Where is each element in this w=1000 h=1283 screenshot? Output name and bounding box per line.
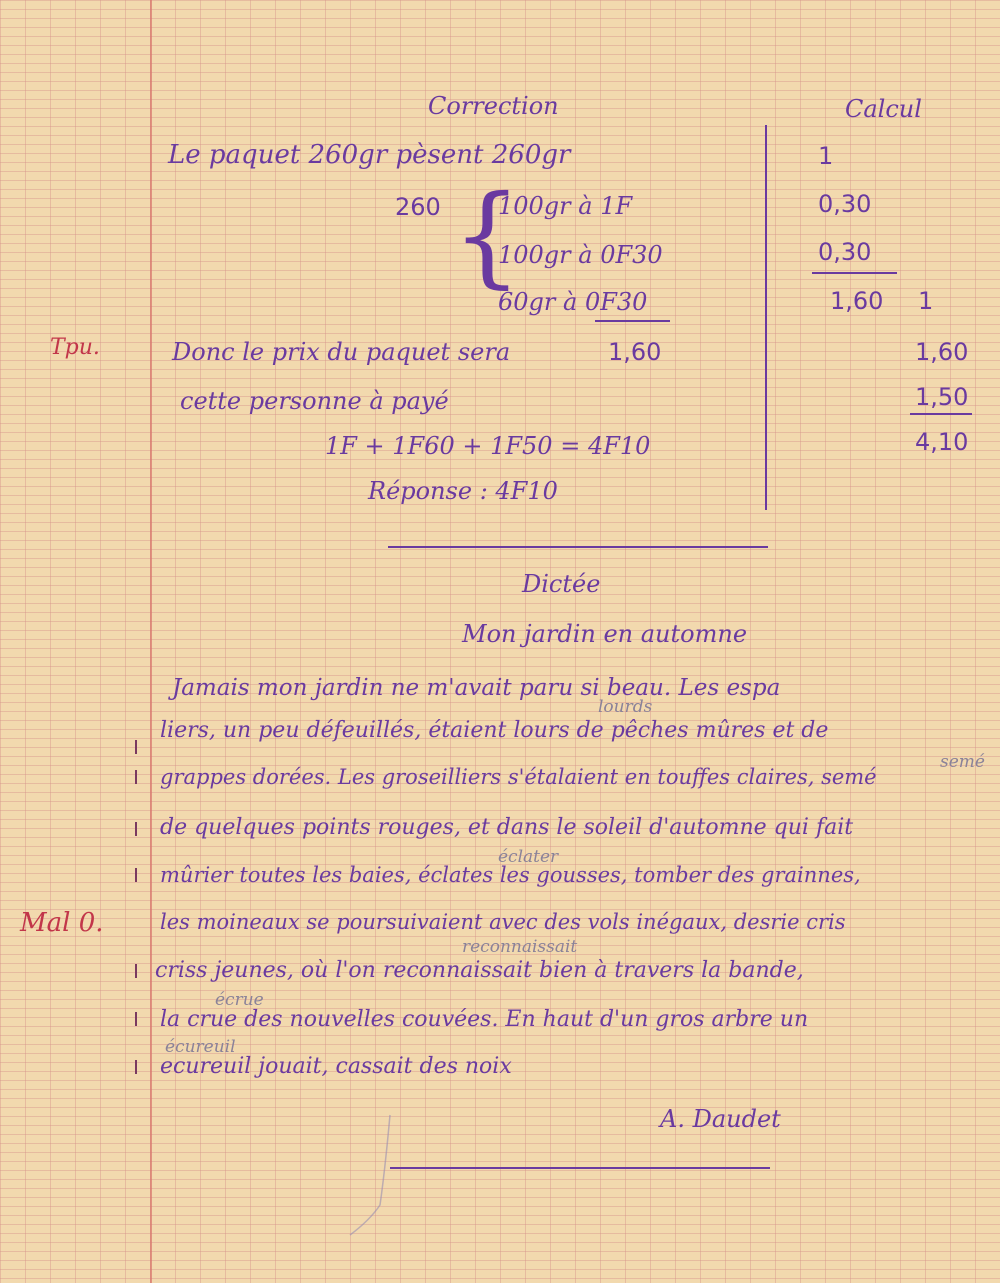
- error-tick: [135, 868, 137, 882]
- margin-line: [150, 0, 152, 1283]
- error-tick: [135, 740, 137, 754]
- brace-symbol: {: [452, 171, 522, 299]
- dictee-line-7: criss jeunes, où l'on reconnaissait bien à travers la bande,: [155, 958, 804, 983]
- paid-line: cette personne à payé: [180, 387, 449, 415]
- dictee-line-8: la crue des nouvelles couvées. En haut d'un gros arbre un: [160, 1007, 809, 1032]
- correction-eclater: éclater: [498, 847, 559, 867]
- correction-reconnaissait: reconnaissait: [462, 937, 578, 957]
- correction-title: Correction: [428, 92, 559, 120]
- author-signature: A. Daudet: [660, 1105, 781, 1133]
- calcul-col1-1: 1: [818, 142, 834, 170]
- calcul-col2-1: 1: [918, 287, 934, 315]
- brace-item-2: 100gr à 0F30: [498, 241, 663, 269]
- calcul-title: Calcul: [845, 95, 922, 123]
- calcul-col1-2: 0,30: [818, 190, 872, 218]
- brace-total: 260: [395, 193, 441, 221]
- calcul-col2-4: 4,10: [915, 428, 969, 456]
- sum-underline: [595, 320, 670, 322]
- dictee-line-9: ecureuil jouait, cassait des noix: [160, 1054, 512, 1079]
- total-value: 1,60: [608, 338, 662, 366]
- pencil-stroke: [330, 1110, 410, 1240]
- error-tick: [135, 964, 137, 978]
- equation-line: 1F + 1F60 + 1F50 = 4F10: [325, 432, 651, 460]
- calcul-col1-3: 0,30: [818, 238, 872, 266]
- brace-item-3: 60gr à 0F30: [498, 288, 648, 316]
- error-tick: [135, 770, 137, 784]
- dictee-line-6: les moineaux se poursuivaient avec des vols inégaux, desrie cris: [160, 910, 846, 934]
- correction-mark: Tpu.: [50, 335, 100, 360]
- dictee-line-4: de quelques points rouges, et dans le soleil d'automne qui fait: [160, 815, 854, 840]
- dictee-line-2: liers, un peu défeuillés, étaient lours de pêches mûres et de: [160, 718, 829, 743]
- correction-ecrue: écrue: [215, 990, 264, 1010]
- calcul-col2-2: 1,60: [915, 338, 969, 366]
- calcul-col2-3: 1,50: [915, 383, 969, 411]
- error-tick: [135, 1012, 137, 1026]
- correction-lourds: lourds: [598, 697, 653, 717]
- error-tick: [135, 822, 137, 836]
- error-tick: [135, 1060, 137, 1074]
- correction-seme: semé: [940, 752, 985, 772]
- dictee-line-1: Jamais mon jardin ne m'avait paru si beau. Les espa: [172, 675, 781, 701]
- dictee-line-3: grappes dorées. Les groseilliers s'étalaient en touffes claires, semé: [160, 765, 877, 789]
- calcul-col1-rule: [812, 272, 897, 274]
- dictee-line-5: mûrier toutes les baies, éclates les gousses, tomber des grainnes,: [160, 863, 861, 887]
- correction-ecureuil: écureuil: [165, 1037, 236, 1057]
- dictee-subtitle: Mon jardin en automne: [462, 620, 748, 648]
- dictee-title: Dictée: [522, 570, 601, 598]
- calcul-col2-rule: [910, 413, 972, 415]
- answer-line: Réponse : 4F10: [368, 477, 558, 505]
- calcul-col1-4: 1,60: [830, 287, 884, 315]
- brace-item-1: 100gr à 1F: [498, 192, 633, 220]
- correction-line-1: Le paquet 260gr pèsent 260gr: [168, 140, 571, 170]
- end-divider: [390, 1167, 770, 1169]
- total-line: Donc le prix du paquet sera: [172, 338, 511, 366]
- dictee-mark: Mal 0.: [20, 908, 104, 938]
- section-divider: [388, 546, 768, 548]
- column-separator: [765, 125, 767, 510]
